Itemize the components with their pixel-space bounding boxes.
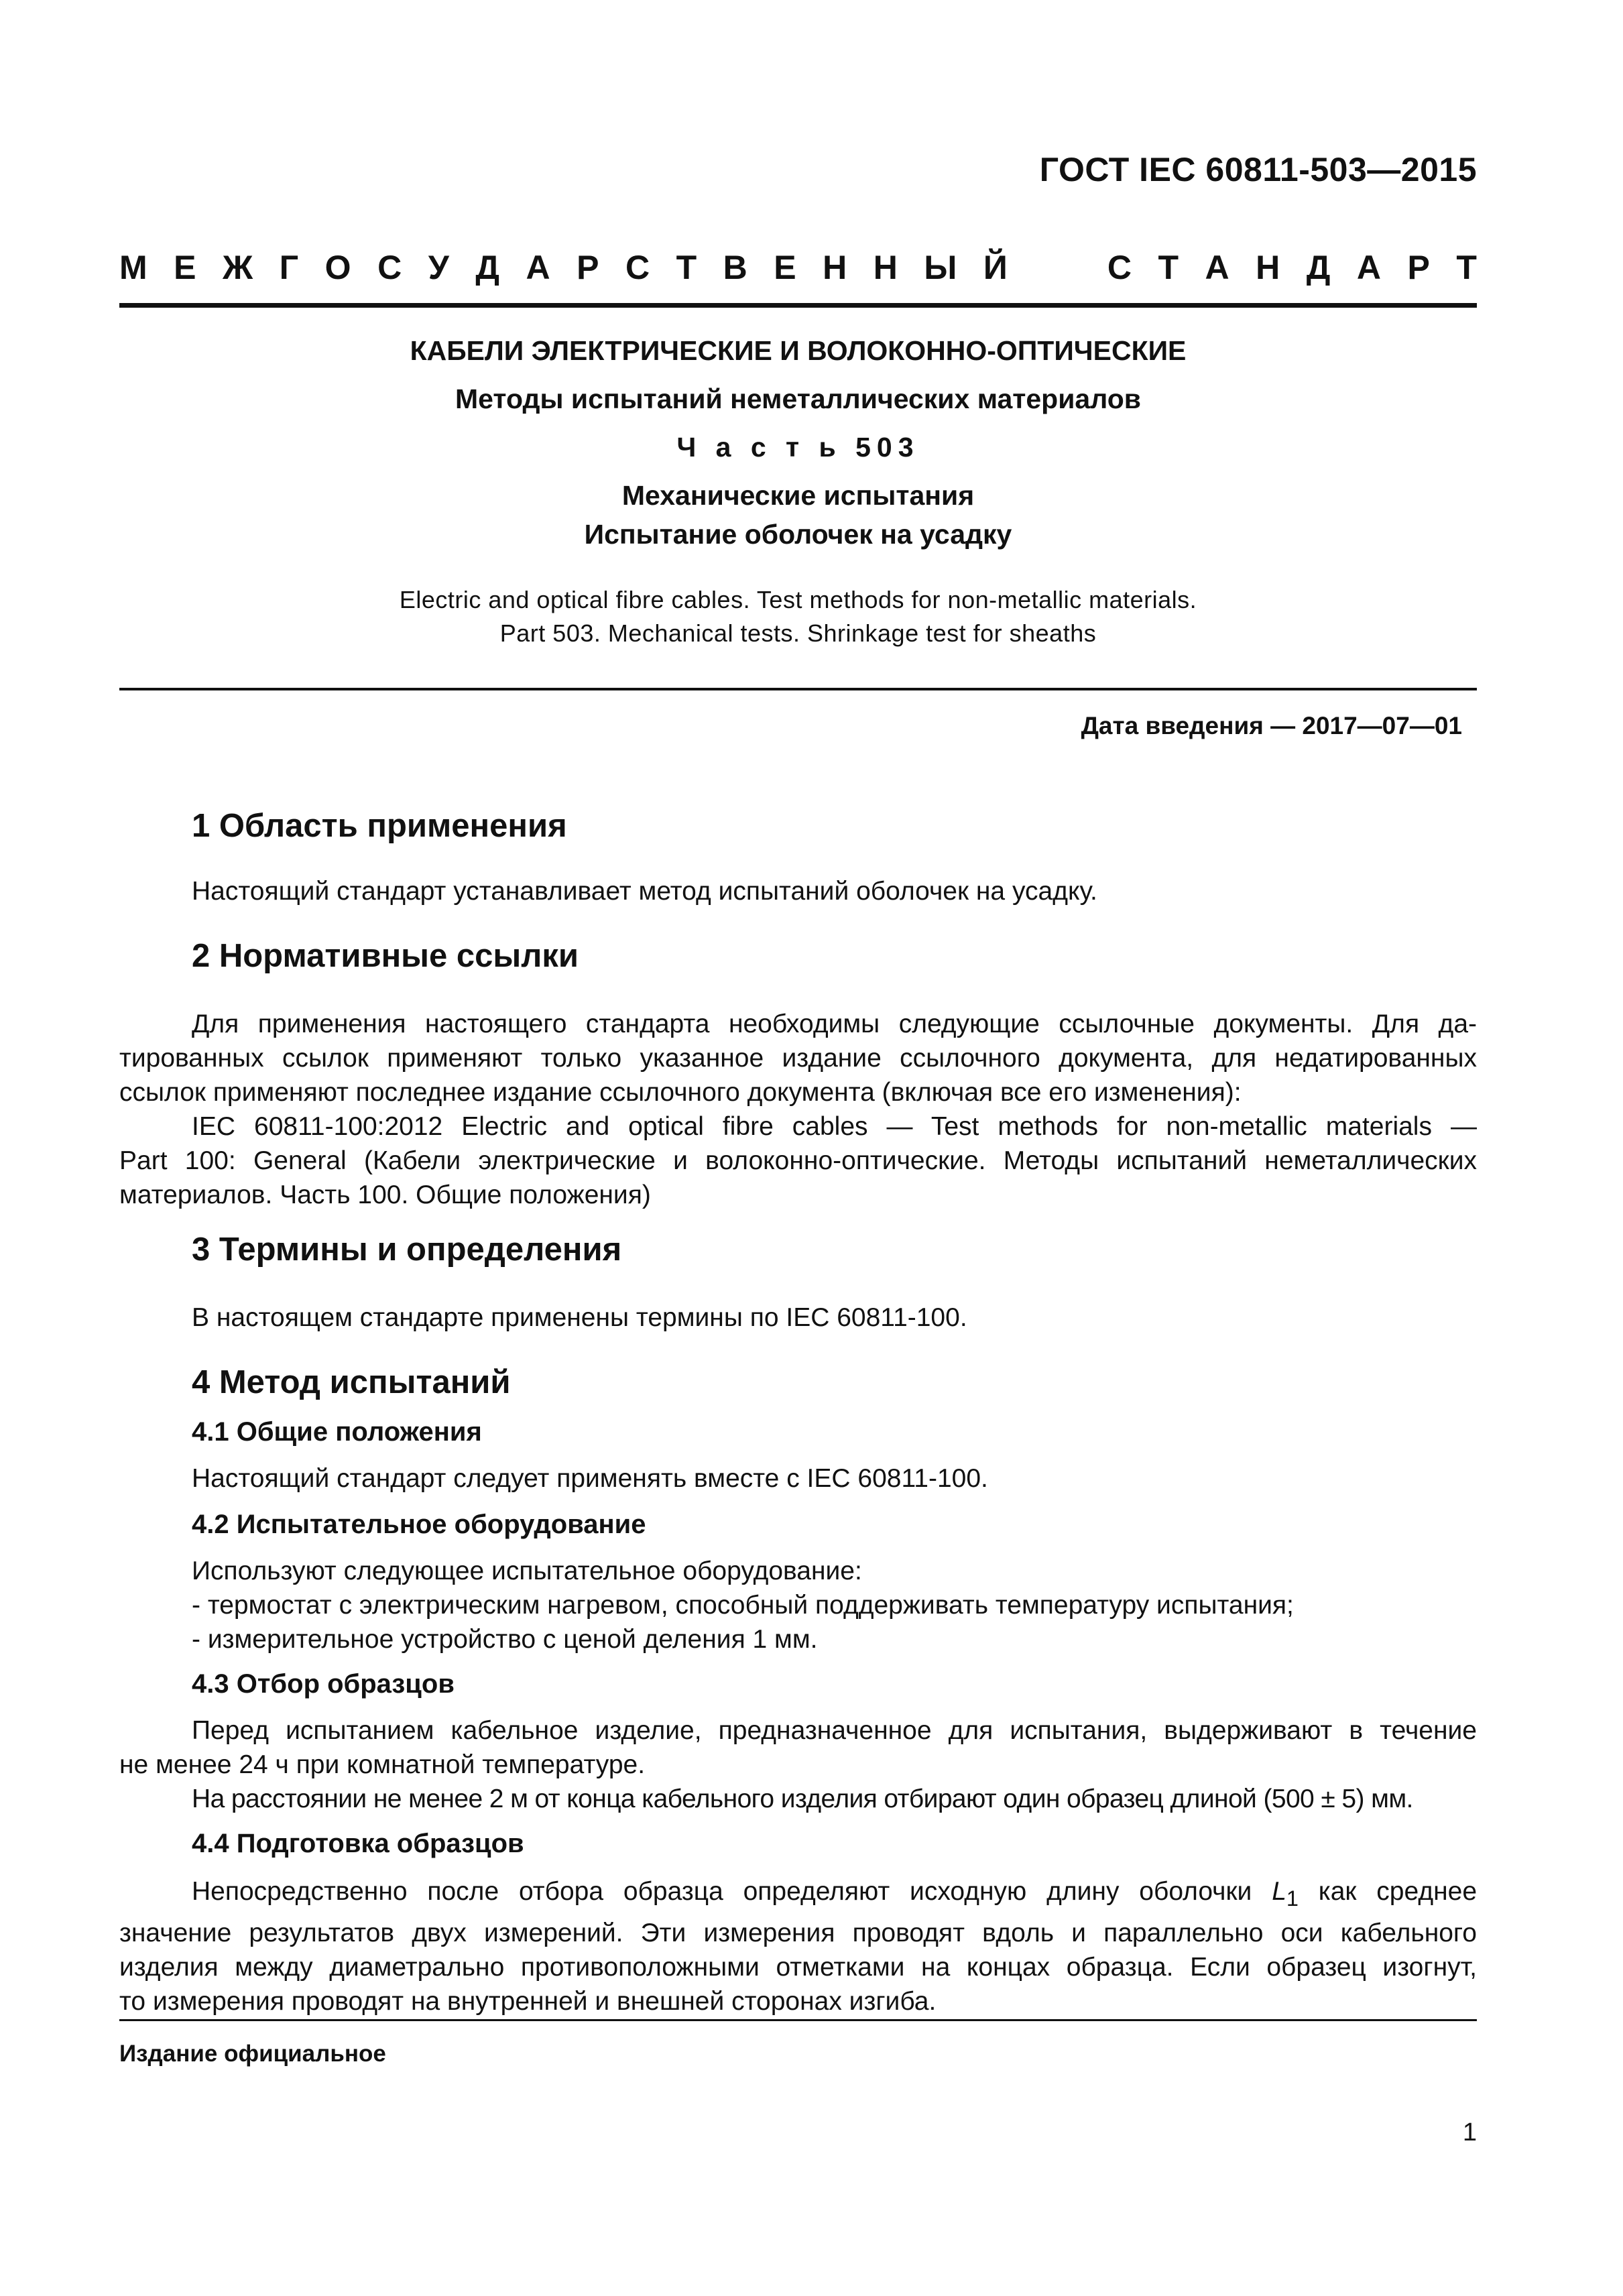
title-topic: Механические испытания — [621, 480, 975, 511]
banner-letter: А — [526, 249, 550, 286]
text-line: Part 100: General (Кабели электрические и волоконно-оптические. Методы испытаний неметаллических — [119, 1146, 1477, 1175]
section-heading: 3 Термины и определения — [192, 1231, 622, 1268]
text-line: Перед испытанием кабельное изделие, предназначенное для испытания, выдерживают в течение — [192, 1716, 1477, 1745]
banner-letter: Р — [577, 249, 599, 286]
title-rule — [119, 688, 1477, 690]
text-line: Настоящий стандарт устанавливает метод испытаний оболочек на усадку. — [192, 877, 1097, 906]
banner-letter: Н — [873, 249, 898, 286]
section-heading: 4 Метод испытаний — [192, 1364, 511, 1400]
section-paragraph — [119, 1874, 1477, 2018]
variable-symbol: L — [1272, 1877, 1286, 1906]
list-item: - измерительное устройство с ценой деления 1 мм. — [192, 1625, 818, 1654]
document-page — [119, 0, 1477, 2296]
standard-banner — [119, 248, 1477, 287]
title-topic-detail: Испытание оболочек на усадку — [584, 519, 1012, 550]
banner-letter: А — [1205, 249, 1229, 286]
text-line: тированных ссылок применяют только указанное издание ссылочного документа, для недатированных — [119, 1044, 1477, 1073]
text-line: то измерения проводят на внутренней и внешней сторонах изгиба. — [119, 1986, 937, 2016]
footer-rule — [119, 2019, 1477, 2021]
banner-letter: В — [723, 249, 747, 286]
text-line: ссылок применяют последнее издание ссылочного документа (включая все его изменения): — [119, 1078, 1242, 1107]
banner-letter: Т — [676, 249, 697, 286]
subsection-heading: 4.1 Общие положения — [192, 1417, 482, 1447]
title-sub: Методы испытаний неметаллических материалов — [455, 383, 1141, 414]
title-part: Ч а с т ь 503 — [676, 432, 920, 463]
section-paragraph — [119, 874, 1477, 908]
section-paragraph — [119, 1007, 1477, 1212]
banner-letter: Д — [475, 249, 499, 286]
variable-subscript: 1 — [1286, 1886, 1299, 1911]
banner-letter: Й — [983, 249, 1008, 286]
text-line: На расстоянии не менее 2 м от конца кабельного изделия отбирают один образец длиной (500 ± 5) мм. — [192, 1785, 1413, 1813]
subsection-heading: 4.3 Отбор образцов — [192, 1669, 455, 1699]
banner-letter: С — [1107, 249, 1132, 286]
text-fragment: как среднее — [1298, 1877, 1478, 1906]
banner-letter: Е — [174, 249, 196, 286]
banner-letter: Н — [823, 249, 847, 286]
text-line: IEC 60811-100:2012 Electric and optical fibre cables — Test methods for non-metallic materials — — [192, 1112, 1477, 1141]
title-english: Electric and optical fibre cables. Test methods for non-metallic materials. — [399, 586, 1197, 613]
effective-date: Дата введения — 2017—07—01 — [1081, 712, 1462, 739]
document-id: ГОСТ IEC 60811-503—2015 — [1039, 151, 1477, 188]
section-heading: 1 Область применения — [192, 808, 567, 844]
banner-gap — [1034, 248, 1081, 287]
subsection-heading: 4.4 Подготовка образцов — [192, 1829, 524, 1858]
text-line: Для применения настоящего стандарта необходимы следующие ссылочные документы. Для да- — [192, 1010, 1477, 1038]
edition-label: Издание официальное — [119, 2041, 386, 2067]
banner-letter: А — [1356, 249, 1382, 286]
title-block — [119, 331, 1477, 650]
banner-letter: С — [625, 249, 650, 286]
text-line: значение результатов двух измерений. Эти измерения проводят вдоль и параллельно оси кабельного — [119, 1918, 1477, 1947]
section-paragraph — [119, 1301, 1477, 1335]
page-number: 1 — [1462, 2118, 1477, 2147]
banner-letter: Т — [1158, 249, 1179, 286]
text-line — [119, 1874, 1477, 1916]
text-line: Настоящий стандарт следует применять вместе с IEC 60811-100. — [192, 1464, 988, 1493]
banner-letter: Ы — [924, 249, 957, 286]
banner-letter: У — [428, 249, 449, 286]
banner-letter: Н — [1256, 249, 1280, 286]
banner-letter: Г — [279, 249, 299, 286]
banner-letter: Ж — [223, 249, 253, 286]
banner-letter: Р — [1407, 249, 1430, 286]
text-line: В настоящем стандарте применены термины по IEC 60811-100. — [192, 1303, 967, 1332]
section-paragraph — [119, 1554, 1477, 1656]
header-rule — [119, 303, 1477, 308]
list-item: - термостат с электрическим нагревом, способный поддерживать температуру испытания; — [192, 1591, 1294, 1620]
text-line: материалов. Часть 100. Общие положения) — [119, 1181, 651, 1209]
title-main: КАБЕЛИ ЭЛЕКТРИЧЕСКИЕ И ВОЛОКОННО-ОПТИЧЕСКИЕ — [410, 335, 1187, 366]
text-line: Используют следующее испытательное оборудование: — [192, 1557, 862, 1585]
section-paragraph — [119, 1461, 1477, 1496]
section-heading: 2 Нормативные ссылки — [192, 938, 579, 974]
subsection-heading: 4.2 Испытательное оборудование — [192, 1510, 646, 1539]
banner-letter: С — [377, 249, 402, 286]
banner-letter: Е — [774, 249, 796, 286]
banner-letter: М — [119, 249, 147, 286]
text-line: изделия между диаметрально противоположными отметками на концах образца. Если образец изогнут, — [119, 1952, 1477, 1982]
banner-letter: Т — [1456, 249, 1477, 286]
banner-letter: Д — [1306, 249, 1331, 286]
text-fragment: Непосредственно после отбора образца определяют исходную длину оболочки — [192, 1877, 1272, 1906]
banner-letter: О — [324, 249, 351, 286]
section-paragraph — [119, 1713, 1477, 1816]
title-english-part: Part 503. Mechanical tests. Shrinkage test for sheaths — [499, 619, 1097, 647]
text-line: не менее 24 ч при комнатной температуре. — [119, 1750, 646, 1779]
